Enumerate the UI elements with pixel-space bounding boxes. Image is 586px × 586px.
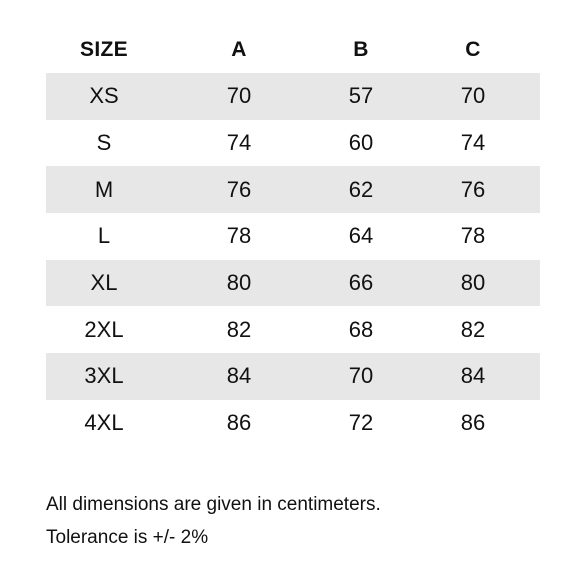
c-cell: 78 [460, 223, 486, 249]
notes-block [46, 488, 546, 554]
header-size: SIZE [80, 37, 128, 61]
c-cell: 84 [406, 353, 540, 400]
size-cell: L [97, 223, 111, 249]
size-cell: XL [46, 260, 162, 307]
c-cell: 74 [460, 130, 486, 156]
size-cell: S [96, 130, 112, 156]
b-cell: 57 [316, 73, 406, 120]
c-cell: 80 [406, 260, 540, 307]
b-cell: 72 [348, 410, 374, 436]
header-c: C [465, 37, 481, 61]
a-cell: 74 [226, 130, 252, 156]
a-cell: 82 [226, 316, 252, 342]
header-a: A [231, 37, 247, 61]
a-cell: 84 [162, 353, 316, 400]
table-row [46, 400, 540, 447]
a-cell: 76 [162, 166, 316, 213]
b-cell: 70 [316, 353, 406, 400]
table-row [46, 73, 540, 120]
c-cell: 70 [406, 73, 540, 120]
size-chart-table [46, 26, 540, 447]
tolerance-note: Tolerance is +/- 2% [46, 527, 209, 548]
header-b: B [353, 37, 369, 61]
table-row [46, 306, 540, 353]
a-cell: 78 [226, 223, 252, 249]
size-cell: 4XL [84, 410, 124, 436]
c-cell: 76 [406, 166, 540, 213]
table-row [46, 120, 540, 167]
b-cell: 60 [348, 130, 374, 156]
b-cell: 66 [316, 260, 406, 307]
size-cell: 2XL [84, 316, 124, 342]
c-cell: 86 [460, 410, 486, 436]
a-cell: 86 [226, 410, 252, 436]
table-row [46, 166, 540, 213]
table-row [46, 353, 540, 400]
size-cell: XS [46, 73, 162, 120]
b-cell: 64 [348, 223, 374, 249]
a-cell: 80 [162, 260, 316, 307]
c-cell: 82 [460, 316, 486, 342]
b-cell: 68 [348, 316, 374, 342]
size-cell: 3XL [46, 353, 162, 400]
header-row [46, 26, 540, 73]
b-cell: 62 [316, 166, 406, 213]
units-note: All dimensions are given in centimeters. [46, 494, 381, 515]
size-cell: M [46, 166, 162, 213]
table-row [46, 260, 540, 307]
a-cell: 70 [162, 73, 316, 120]
table-row [46, 213, 540, 260]
